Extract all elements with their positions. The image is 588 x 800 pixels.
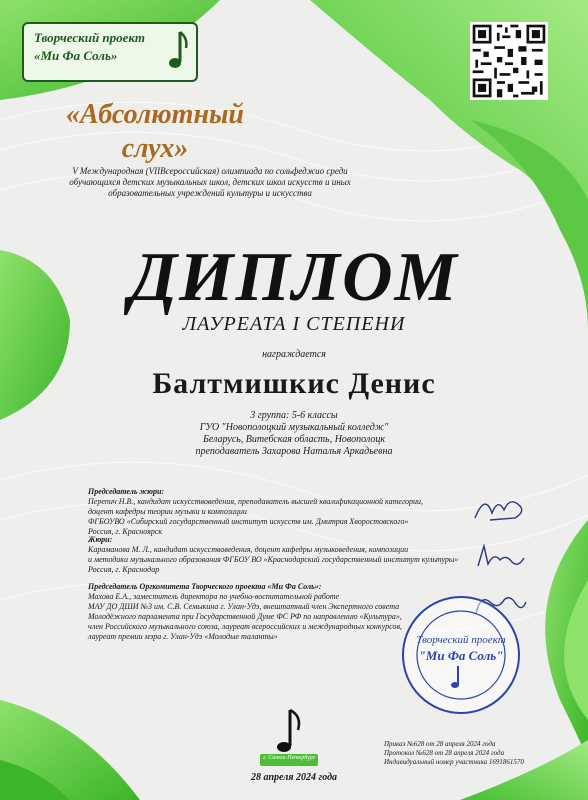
jury-line: ФГБОУВО «Сибирский государственный институт искусств им. Дмитрия Хворостовского» <box>88 517 409 526</box>
detail-line: ГУО "Новополоцкий музыкальный колледж" <box>199 422 389 433</box>
detail-line: 3 группа: 5-6 классы <box>250 410 338 421</box>
signature-jury-member <box>470 538 530 578</box>
jury-heading: Жюри: <box>88 535 113 544</box>
official-stamp <box>400 594 522 716</box>
recipient-details <box>150 410 438 458</box>
signature-jury-chair <box>470 488 530 528</box>
music-note-icon <box>164 28 190 74</box>
jury-member-block <box>88 535 478 575</box>
jury-line: Караманова М. Л., кандидат искусствоведения, доцент кафедры музыковедения, композиции <box>88 545 409 554</box>
protocol-info <box>384 740 564 767</box>
detail-line: Беларусь, Витебская область, Новополоцк <box>202 434 386 445</box>
jury-line: Россия, г. Краснодар <box>88 565 160 574</box>
jury-chair-block <box>88 487 478 537</box>
jury-heading: Председатель Оргкомитета Творческого проекта «Ми Фа Соль»: <box>88 582 322 591</box>
jury-line: Перепич Н.В., кандидат искусствоведения, преподаватель высшей квалификационной категории, <box>88 497 424 506</box>
stamp-text-1: Творческий проект <box>416 634 506 646</box>
jury-line: доцент кафедры теории музыки и композиции <box>88 507 247 516</box>
olympiad-title: «Абсолютный слух» <box>65 99 245 164</box>
project-logo <box>22 22 198 82</box>
protocol-line: Индивидуальный номер участника 1691861570 <box>384 758 524 766</box>
diploma-type: ЛАУРЕАТА I СТЕПЕНИ <box>182 313 406 335</box>
issue-date: 28 апреля 2024 года <box>250 772 338 783</box>
awarded-label: награждается <box>262 349 326 360</box>
jury-heading: Председатель жюри: <box>88 487 165 496</box>
olympiad-description: V Международная (VIIВсероссийская) олимпиада по сольфеджио среди обучающихся детских музыкальных школ, детских школ искусств и иных образовательных учреждений культуры и искусства <box>69 166 351 198</box>
logo-line-1: Творческий проект <box>34 30 145 45</box>
recipient-name: Балтмишкис Денис <box>152 367 436 400</box>
jury-line: Молодёжного парламента при Государственной Думе ФС РФ по направлению «Культура», <box>88 612 402 621</box>
jury-line: Махова Е.А., заместитель директора по учебно-воспитательной работе <box>88 592 340 601</box>
logo-line-2: «Ми Фа Соль» <box>34 48 118 63</box>
protocol-line: Приказ №628 от 28 апреля 2024 года <box>384 740 496 748</box>
jury-line: Россия, г. Красноярск <box>88 527 163 536</box>
diploma-heading: ДИПЛОМ <box>129 239 459 316</box>
stamp-text-2: "Ми Фа Соль" <box>418 648 504 663</box>
detail-line: преподаватель Захарова Наталья Аркадьевна <box>195 446 393 457</box>
jury-line: и методики музыкального образования ФГБОУ ВО «Краснодарский государственный институт культуры» <box>88 555 459 564</box>
city-label: г. Санкт-Петербург <box>262 755 316 761</box>
protocol-line: Протокол №628 от 28 апреля 2024 года <box>384 749 505 757</box>
jury-line: МАУ ДО ДШИ №3 им. С.В. Семыкина г. Улан-Удэ, внештатный член Экспертного совета <box>88 602 400 611</box>
jury-line: член Российского музыкального союза, лауреат всероссийских и международных конкурсов, <box>88 622 402 631</box>
qr-code <box>470 22 548 100</box>
jury-line: лауреат премии мэра г. Улан-Удэ «Молодые таланты» <box>88 632 278 641</box>
